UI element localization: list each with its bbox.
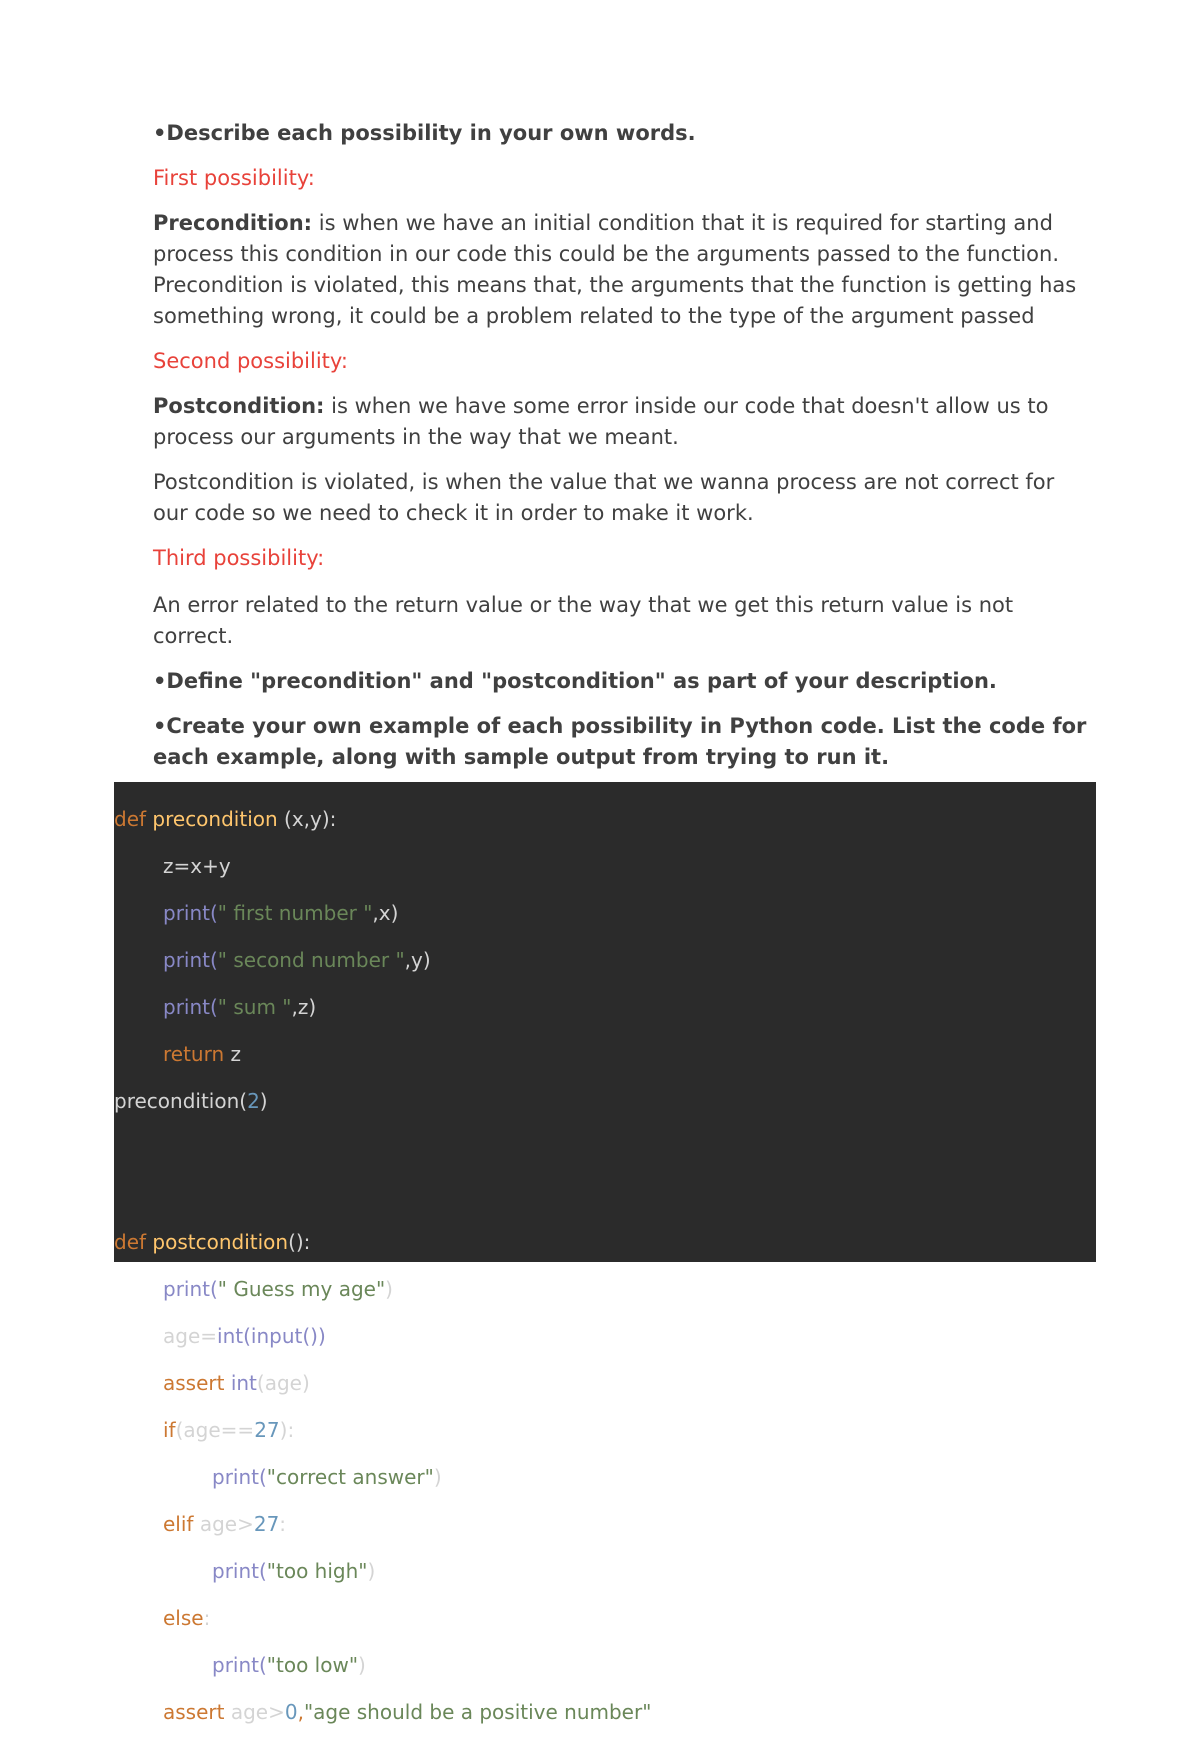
code-line: assert int(age) <box>163 1370 310 1395</box>
second-possibility-heading: Second possibility: <box>153 349 348 373</box>
code-line: elif age>27: <box>163 1511 287 1536</box>
code-line-blank <box>114 1137 1096 1161</box>
third-possibility-heading: Third possibility: <box>153 546 325 570</box>
bullet-describe: •Describe each possibility in your own words. <box>153 121 696 145</box>
code-line: def postcondition(): <box>114 1229 311 1254</box>
code-line: print(" Guess my age") <box>163 1276 393 1301</box>
code-line-blank <box>114 1184 1096 1208</box>
bullet-define: •Define "precondition" and "postcondition" as part of your description. <box>153 669 997 693</box>
code-line: z=x+y <box>163 853 231 878</box>
code-line: def precondition (x,y): <box>114 806 337 831</box>
code-line: assert age>0,"age should be a positive number" <box>163 1699 652 1724</box>
postcondition-violated-paragraph: Postcondition is violated, is when the value that we wanna process are not correct for our code so we need to check it in order to make it work. <box>153 470 1055 525</box>
document-body <box>153 118 1093 773</box>
code-line: print(" second number ",y) <box>163 947 431 972</box>
precondition-text: is when we have an initial condition that it is required for starting and process this condition in our code this could be the arguments passed to the function. Precondition is violated, this means that, the arguments that the function is getting has something wrong, it could be a problem related to the type of the argument passed <box>153 211 1077 328</box>
postcondition-term: Postcondition: <box>153 394 325 418</box>
code-line: age=int(input()) <box>163 1323 326 1348</box>
third-possibility-text: An error related to the return value or the way that we get this return value is not correct. <box>153 593 1014 648</box>
code-block <box>114 782 1096 1724</box>
bullet-create: •Create your own example of each possibility in Python code. List the code for each example, along with sample output from trying to run it. <box>153 714 1087 769</box>
code-line: else: <box>163 1605 211 1630</box>
code-line: print(" first number ",x) <box>163 900 399 925</box>
postcondition-text: is when we have some error inside our code that doesn't allow us to process our arguments in the way that we meant. <box>153 394 1049 449</box>
code-line: print("too high") <box>212 1558 376 1583</box>
code-line: print("too low") <box>212 1652 366 1677</box>
code-line: print(" sum ",z) <box>163 994 317 1019</box>
second-possibility-paragraph <box>153 391 1093 453</box>
code-line: return z <box>163 1041 242 1066</box>
first-possibility-paragraph <box>153 208 1093 332</box>
first-possibility-heading: First possibility: <box>153 166 315 190</box>
code-line: print("correct answer") <box>212 1464 442 1489</box>
code-line: if(age==27): <box>163 1417 295 1442</box>
precondition-term: Precondition: <box>153 211 313 235</box>
code-line: precondition(2) <box>114 1088 268 1113</box>
